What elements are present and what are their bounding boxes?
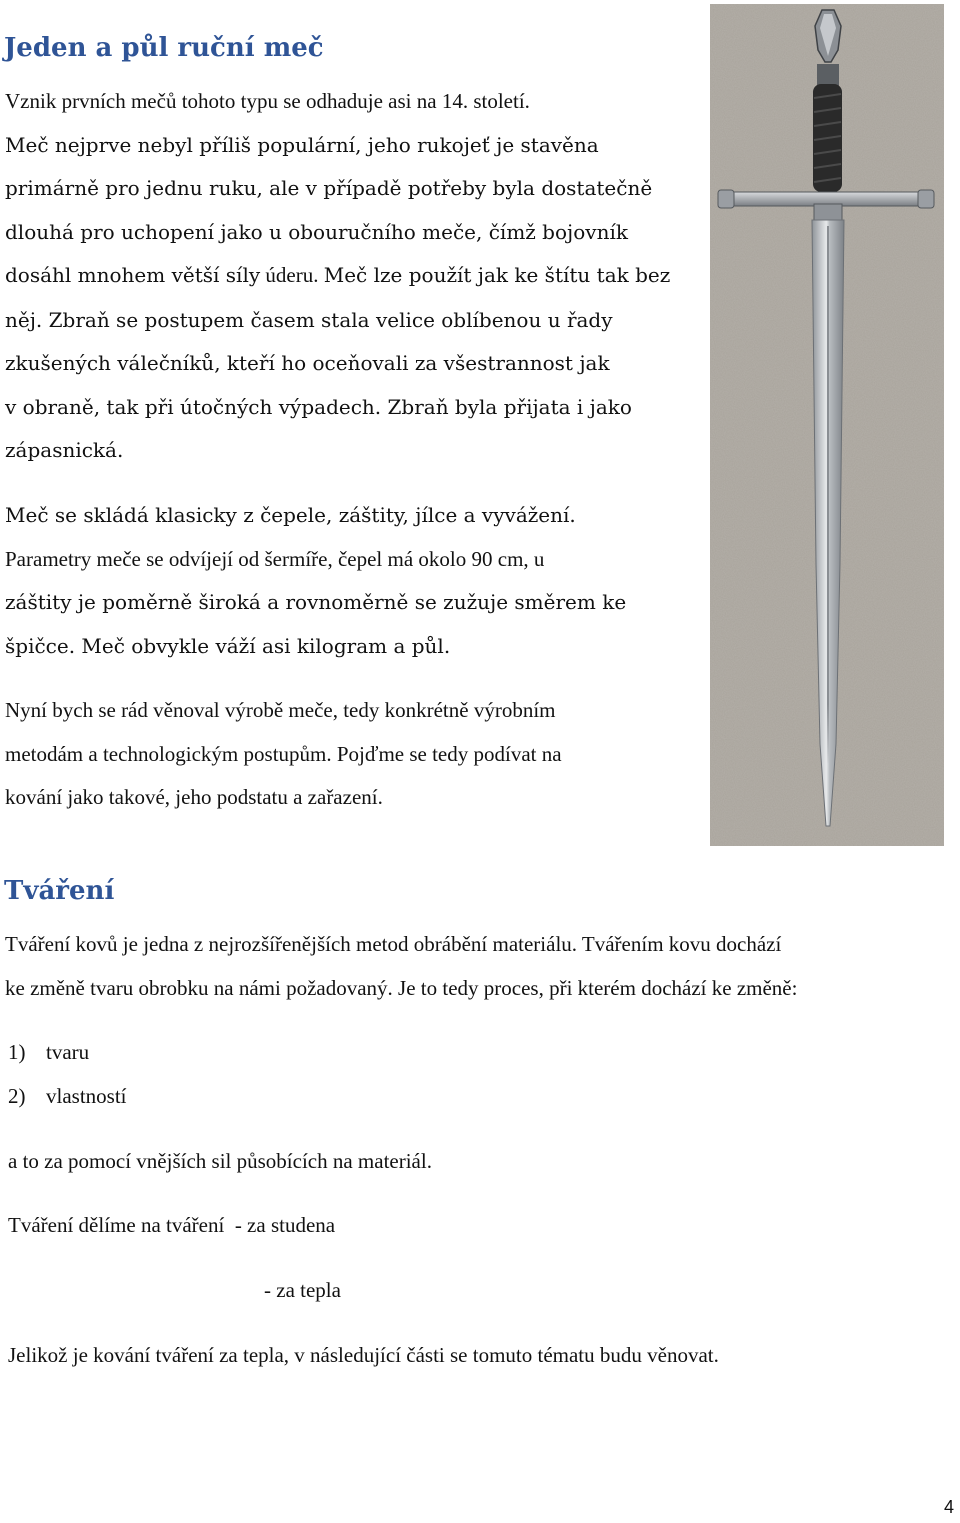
- paragraph-forming-division-hot: - za tepla: [264, 1278, 341, 1302]
- text-line: něj. Zbraň se postupem časem stala velice oblíbenou u řady: [5, 307, 613, 332]
- text-line: zápasnická.: [5, 438, 124, 462]
- text-span: Meč lze použít jak ke štítu tak bez: [323, 263, 671, 287]
- text-line: Nyní bych se rád věnoval výrobě meče, tedy konkrétně výrobním: [5, 698, 556, 722]
- text-line-mixed: [5, 254, 670, 299]
- section-title-sword: Jeden a půl ruční meč: [4, 33, 324, 63]
- page-number: 4: [943, 1497, 954, 1517]
- text-line: v obraně, tak při útočných výpadech. Zbraň byla přijata i jako: [5, 394, 632, 419]
- list-number: 1): [8, 1040, 26, 1064]
- section-title-forming: Tváření: [4, 876, 115, 906]
- list-item: [8, 1040, 89, 1065]
- text-span: dosáhl mnohem větší síly: [5, 263, 261, 287]
- text-line: záštity je poměrně široká a rovnoměrně se zužuje směrem ke: [5, 590, 627, 614]
- paragraph-sword-history: [5, 80, 670, 473]
- text-line: metodám a technologickým postupům. Pojďme se tedy podívat na: [5, 741, 562, 766]
- list-item: [8, 1084, 127, 1109]
- text-line: Tváření kovů je jedna z nejrozšířenějších metod obrábění materiálu. Tvářením kovu dochází: [5, 932, 782, 956]
- text-line: kování jako takové, jeho podstatu a zařazení.: [5, 785, 383, 809]
- list-text: tvaru: [46, 1040, 90, 1064]
- paragraph-forming-definition: [5, 923, 797, 1010]
- text-span: úderu.: [260, 263, 324, 287]
- paragraph-sword-parts: [5, 494, 626, 668]
- paragraph-sword-production: [5, 689, 562, 820]
- list-number: 2): [8, 1084, 26, 1108]
- sword-illustration: [710, 4, 944, 846]
- paragraph-conclusion: Jelikož je kování tváření za tepla, v následující části se tomuto tématu budu věnovat.: [8, 1343, 719, 1367]
- text-line: Parametry meče se odvíjejí od šermíře, čepel má okolo 90 cm, u: [5, 546, 545, 571]
- text-line: špičce. Meč obvykle váží asi kilogram a půl.: [5, 633, 451, 658]
- text-line: ke změně tvaru obrobku na námi požadovaný. Je to tedy proces, při kterém dochází ke změně:: [5, 975, 798, 1000]
- text-line: primárně pro jednu ruku, ale v případě potřeby byla dostatečně: [5, 176, 653, 200]
- sword-photo: [710, 4, 944, 846]
- text-line: dlouhá pro uchopení jako u obouručního meče, čímž bojovník: [5, 219, 628, 244]
- paragraph-external-forces: a to za pomocí vnějších sil působících na materiál.: [8, 1149, 432, 1173]
- text-line: Meč se skládá klasicky z čepele, záštity, jílce a vyvážení.: [5, 503, 576, 527]
- paragraph-forming-division: Tváření dělíme na tváření - za studena: [8, 1213, 336, 1237]
- text-line: zkušených válečníků, kteří ho oceňovali za všestrannost jak: [5, 351, 610, 375]
- text-line: Vznik prvních mečů tohoto typu se odhaduje asi na 14. století.: [5, 89, 530, 113]
- list-text: vlastností: [46, 1084, 127, 1108]
- text-line: Meč nejprve nebyl příliš populární, jeho rukojeť je stavěna: [5, 132, 599, 157]
